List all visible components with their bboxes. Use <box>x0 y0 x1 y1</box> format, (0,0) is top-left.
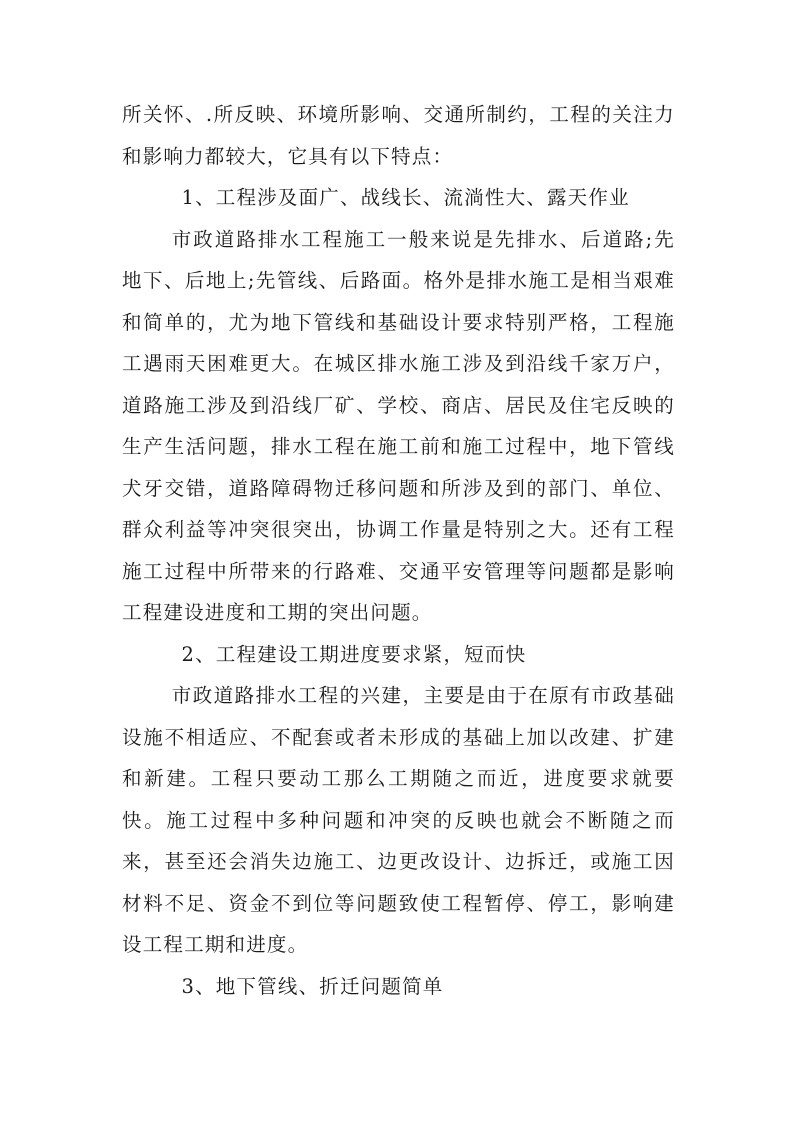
document-body <box>122 94 675 1007</box>
section-heading-2: 2、工程建设工期进度要求紧，短而快 <box>181 642 527 666</box>
section-heading-3: 3、地下管线、折迁问题简单 <box>181 974 444 998</box>
paragraph-intro: 所关怀、.所反映、环境所影响、交通所制约，工程的关注力和影响力都较大，它具有以下特点： <box>122 103 675 168</box>
paragraph-section-1: 市政道路排水工程施工一般来说是先排水、后道路;先地下、后地上;先管线、后路面。格外是排水施工是相当艰难和简单的，尤为地下管线和基础设计要求特别严格，工程施工遇雨天困难更大。在城区排水施工涉及到沿线千家万户，道路施工涉及到沿线厂矿、学校、商店、居民及住宅反映的生产生活问题，排水工程在施工前和施工过程中，地下管线犬牙交错，道路障碍物迁移问题和所涉及到的部门、单位、群众利益等冲突很突出，协调工作量是特别之大。还有工程施工过程中所带来的行路难、交通平安管理等问题都是影响工程建设进度和工期的突出问题。 <box>122 227 675 624</box>
paragraph-section-2: 市政道路排水工程的兴建，主要是由于在原有市政基础设施不相适应、不配套或者未形成的基础上加以改建、扩建和新建。工程只要动工那么工期随之而近，进度要求就要快。施工过程中多种问题和冲突的反映也就会不断随之而来，甚至还会消失边施工、边更改设计、边拆迁，或施工因材料不足、资金不到位等问题致使工程暂停、停工，影响建设工程工期和进度。 <box>122 684 675 956</box>
section-heading-1: 1、工程涉及面广、战线长、流淌性大、露天作业 <box>181 186 630 209</box>
